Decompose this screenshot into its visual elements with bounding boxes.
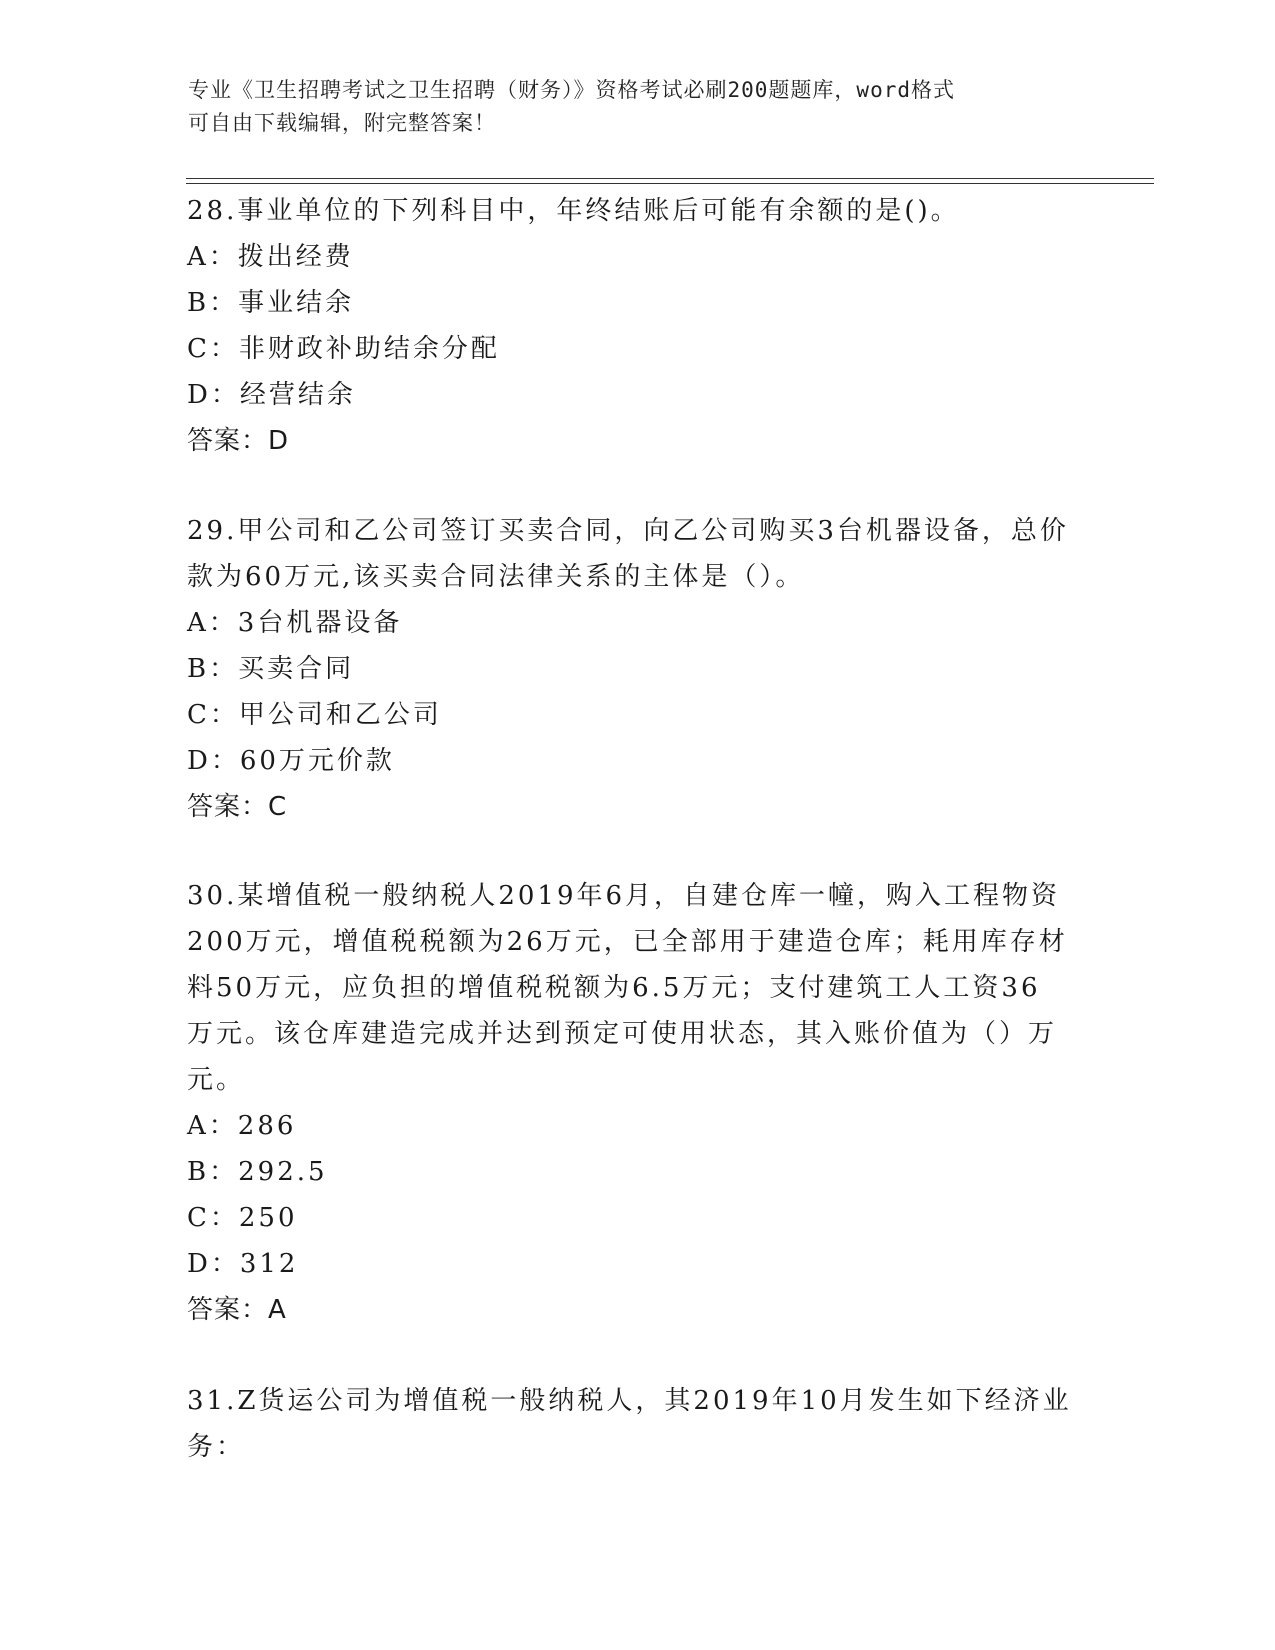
question-stem-line: 款为60万元,该买卖合同法律关系的主体是（）。 [187, 562, 805, 592]
option-c: C：非财政补助结余分配 [187, 334, 500, 364]
question-stem-line: 31.Z货运公司为增值税一般纳税人，其2019年10月发生如下经济业 [187, 1386, 1072, 1416]
question-stem-line: 28.事业单位的下列科目中，年终结账后可能有余额的是()。 [187, 196, 960, 226]
answer-label: 答案：A [187, 1295, 287, 1325]
option-c: C：250 [187, 1203, 298, 1233]
header-line-1: 专业《卫生招聘考试之卫生招聘（财务）》资格考试必刷200题题库，word格式 [188, 78, 955, 102]
answer-label: 答案：D [187, 426, 290, 456]
question-stem-line: 29.甲公司和乙公司签订买卖合同，向乙公司购买3台机器设备，总价 [187, 516, 1069, 546]
option-c: C：甲公司和乙公司 [187, 700, 442, 730]
question-29 [187, 508, 1077, 830]
header-line-2: 可自由下载编辑，附完整答案！ [188, 111, 496, 135]
option-a: A：286 [187, 1111, 297, 1141]
option-b: B：买卖合同 [187, 654, 355, 684]
answer-label: 答案：C [187, 792, 288, 822]
question-30 [187, 873, 1077, 1333]
question-28 [187, 188, 1077, 464]
option-b: B：292.5 [187, 1157, 328, 1187]
question-31 [187, 1378, 1077, 1470]
question-stem-line: 元。 [187, 1065, 246, 1095]
question-stem-line: 务： [187, 1432, 246, 1462]
question-stem-line: 30.某增值税一般纳税人2019年6月，自建仓库一幢，购入工程物资 [187, 881, 1061, 911]
question-stem-line: 料50万元，应负担的增值税税额为6.5万元；支付建筑工人工资36 [187, 973, 1041, 1003]
document-header [188, 74, 1068, 140]
option-d: D：60万元价款 [187, 746, 395, 776]
header-divider-top [186, 178, 1154, 179]
question-stem-line: 200万元，增值税税额为26万元，已全部用于建造仓库；耗用库存材 [187, 927, 1068, 957]
option-b: B：事业结余 [187, 288, 355, 318]
question-stem-line: 万元。该仓库建造完成并达到预定可使用状态，其入账价值为（）万 [187, 1019, 1058, 1049]
option-d: D：312 [187, 1249, 299, 1279]
option-a: A：3台机器设备 [187, 608, 403, 638]
option-d: D：经营结余 [187, 380, 356, 410]
header-divider-bottom [186, 183, 1154, 184]
option-a: A：拨出经费 [187, 242, 354, 272]
